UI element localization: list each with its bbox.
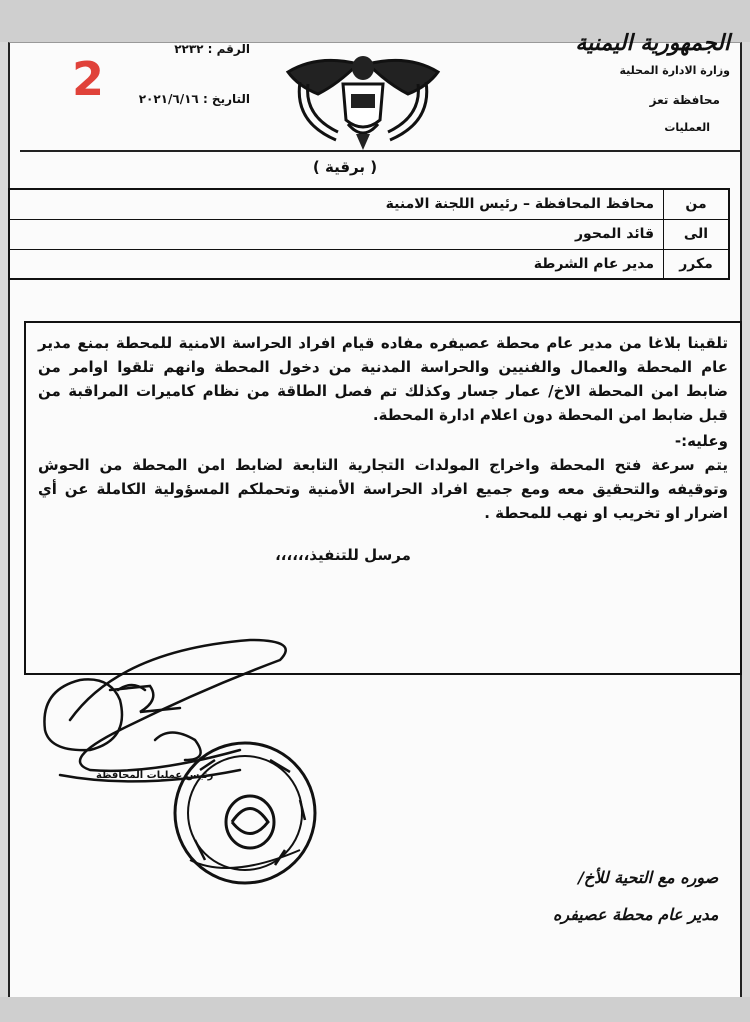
department-name: العمليات	[664, 121, 710, 134]
route-label: الى	[663, 220, 728, 249]
route-row-to	[10, 220, 728, 250]
republic-title: الجمهورية اليمنية	[575, 30, 730, 56]
document-date	[90, 92, 250, 112]
body-subheading: وعليه:-	[674, 432, 728, 450]
handwritten-note-line-1: صوره مع التحية للأخ/	[578, 868, 719, 887]
route-value: قائد المحور	[574, 226, 654, 242]
telegram-body	[24, 321, 742, 675]
route-value: مدير عام الشرطة	[533, 256, 654, 272]
closing-line: مرسل للتنفيذ،،،،،،	[275, 546, 411, 564]
signature-caption: رئيس عمليات المحافظة	[96, 770, 214, 781]
body-paragraph-1: تلقينا بلاغا من مدير عام محطة عصيفره مفاده قيام افراد الحراسة الامنية للمحطة بمنع مدير عام المحطة والعمال والفنيين والحراسة المدنية من دخول المحطة وانهم تلقوا اوامر من ضابط امن المحطة الاخ/ عمار جسار وكذلك تم فصل الطاقة من نظام كاميرات المراقبة من قبل ضابط امن المحطة دون اعلام ادارة المحطة.	[38, 334, 728, 424]
governorate-name: محافظة تعز	[649, 93, 720, 107]
page-number-badge: 2	[72, 52, 105, 106]
letterhead-left	[90, 42, 250, 112]
date-label: التاريخ :	[202, 92, 250, 106]
route-value: محافظ المحافظة – رئيس اللجنة الامنية	[385, 196, 654, 212]
document-type-title: ( برقية )	[312, 158, 378, 176]
eagle-emblem-icon	[278, 24, 448, 154]
header-divider	[20, 150, 740, 152]
route-label: مكرر	[663, 250, 728, 279]
ministry-name: وزارة الادارة المحلية	[619, 64, 730, 77]
ref-value: ٢٢٣٢	[174, 42, 204, 56]
route-row-from	[10, 190, 728, 220]
handwritten-note-line-2: مدير عام محطة عصيفره	[553, 905, 719, 924]
body-paragraph-2: يتم سرعة فتح المحطة واخراج المولدات التجارية التابعة لضابط امن المحطة من الحوش وتوقيفه والتحقيق معه ومع جميع افراد الحراسة الأمنية وتحملكم المسؤولية الكاملة عن أي اضرار او تخريب او نهب للمحطة .	[38, 456, 728, 522]
route-label: من	[663, 190, 728, 219]
reference-number	[90, 42, 250, 62]
bottom-margin-strip	[0, 997, 750, 1022]
date-value: ٢٠٢١/٦/١٦	[138, 92, 199, 106]
ref-label: الرقم :	[207, 42, 250, 56]
letterhead-right	[530, 30, 730, 134]
route-row-cc	[10, 250, 728, 279]
routing-table	[8, 188, 730, 280]
